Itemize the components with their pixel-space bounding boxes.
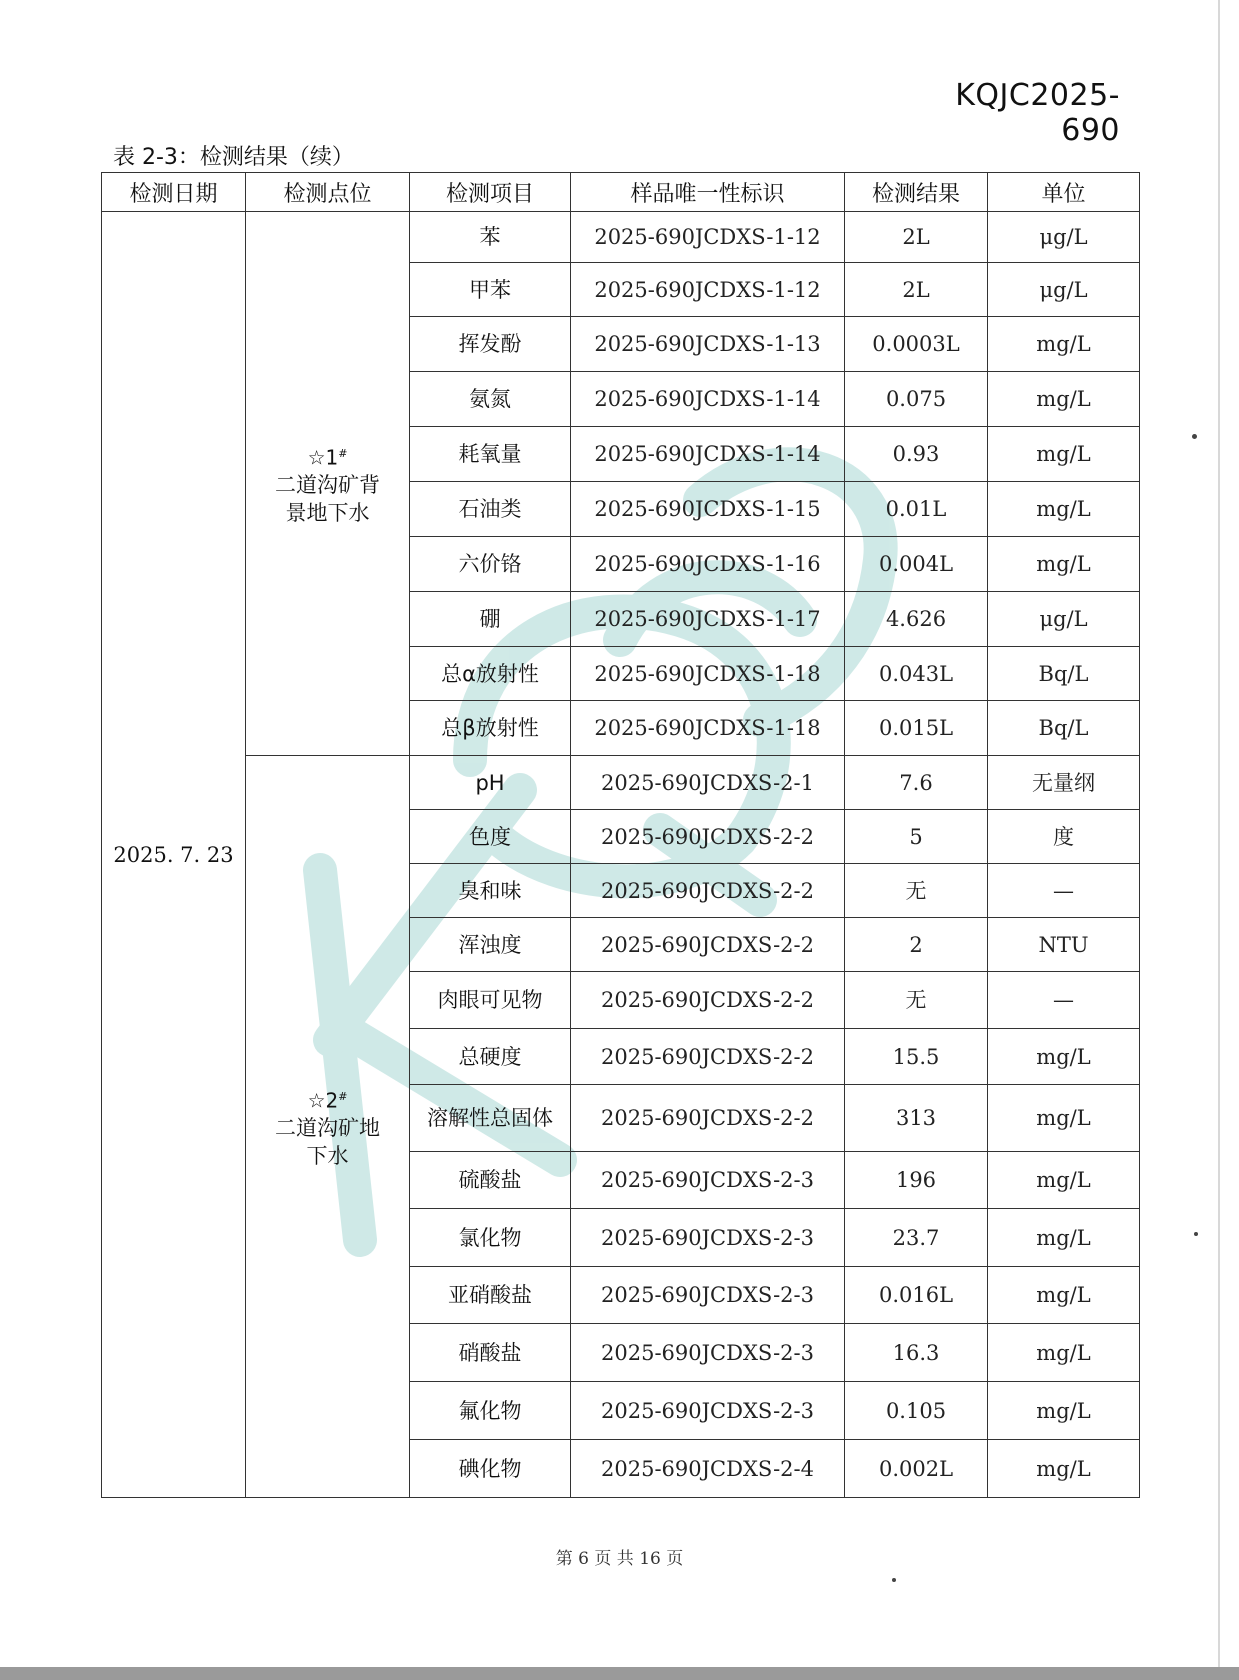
unit-cell: mg/L [988, 1324, 1140, 1382]
unit-cell: mg/L [988, 1209, 1140, 1267]
page-edge [1218, 0, 1220, 1680]
sample-id-cell: 2025-690JCDXS-1-14 [571, 372, 845, 427]
scan-speck [1192, 434, 1197, 439]
unit-cell: mg/L [988, 317, 1140, 372]
result-cell: 2L [845, 263, 988, 317]
sample-id-cell: 2025-690JCDXS-2-2 [571, 864, 845, 918]
result-cell: 2 [845, 918, 988, 972]
sample-id-cell: 2025-690JCDXS-1-16 [571, 537, 845, 592]
site-mark-sup: # [338, 1089, 348, 1103]
sample-id-cell: 2025-690JCDXS-2-3 [571, 1324, 845, 1382]
item-cell: 耗氧量 [410, 427, 571, 482]
scan-speck [1194, 1232, 1198, 1236]
result-cell: 0.01L [845, 482, 988, 537]
sample-id-cell: 2025-690JCDXS-1-13 [571, 317, 845, 372]
site-mark [250, 1083, 405, 1115]
unit-cell: 无量纲 [988, 756, 1140, 810]
item-cell: 硫酸盐 [410, 1152, 571, 1209]
sample-id-cell: 2025-690JCDXS-2-3 [571, 1267, 845, 1324]
detection-site [246, 212, 410, 756]
unit-cell: — [988, 972, 1140, 1029]
result-cell: 0.016L [845, 1267, 988, 1324]
sample-id-cell: 2025-690JCDXS-2-1 [571, 756, 845, 810]
item-cell: 浑浊度 [410, 918, 571, 972]
item-cell: 碘化物 [410, 1440, 571, 1498]
table-caption: 表 2-3：检测结果（续） [113, 145, 354, 170]
item-cell: 挥发酚 [410, 317, 571, 372]
item-cell: 硼 [410, 592, 571, 647]
unit-cell: — [988, 864, 1140, 918]
sample-id-cell: 2025-690JCDXS-1-14 [571, 427, 845, 482]
sample-id-cell: 2025-690JCDXS-2-2 [571, 972, 845, 1029]
result-cell: 7.6 [845, 756, 988, 810]
result-cell: 0.0003L [845, 317, 988, 372]
unit-cell: μg/L [988, 263, 1140, 317]
report-number: KQJC2025-690 [955, 78, 1120, 148]
sample-id-cell: 2025-690JCDXS-2-3 [571, 1382, 845, 1440]
item-cell: 甲苯 [410, 263, 571, 317]
item-cell: 亚硝酸盐 [410, 1267, 571, 1324]
item-cell: 石油类 [410, 482, 571, 537]
unit-cell: mg/L [988, 1382, 1140, 1440]
unit-cell: mg/L [988, 372, 1140, 427]
item-cell: 臭和味 [410, 864, 571, 918]
column-header: 样品唯一性标识 [571, 173, 845, 212]
site-name: 二道沟矿背景地下水 [275, 473, 380, 526]
site-mark-number: ☆2 [307, 1088, 339, 1113]
item-cell: 溶解性总固体 [410, 1085, 571, 1152]
result-cell: 无 [845, 972, 988, 1029]
item-cell: 总α放射性 [410, 647, 571, 701]
unit-cell: mg/L [988, 1267, 1140, 1324]
item-cell: 总硬度 [410, 1029, 571, 1085]
result-cell: 2L [845, 212, 988, 263]
result-cell: 196 [845, 1152, 988, 1209]
unit-cell: NTU [988, 918, 1140, 972]
result-cell: 23.7 [845, 1209, 988, 1267]
item-cell: 氯化物 [410, 1209, 571, 1267]
item-cell: 苯 [410, 212, 571, 263]
result-cell: 0.015L [845, 701, 988, 756]
sample-id-cell: 2025-690JCDXS-2-2 [571, 918, 845, 972]
item-cell: 色度 [410, 810, 571, 864]
site-mark [250, 440, 405, 472]
result-cell: 无 [845, 864, 988, 918]
result-cell: 313 [845, 1085, 988, 1152]
sample-id-cell: 2025-690JCDXS-1-18 [571, 701, 845, 756]
unit-cell: 度 [988, 810, 1140, 864]
table-header-row [102, 173, 1140, 212]
result-cell: 5 [845, 810, 988, 864]
item-cell: 氟化物 [410, 1382, 571, 1440]
result-cell: 15.5 [845, 1029, 988, 1085]
unit-cell: mg/L [988, 1440, 1140, 1498]
result-cell: 4.626 [845, 592, 988, 647]
sample-id-cell: 2025-690JCDXS-2-2 [571, 1085, 845, 1152]
sample-id-cell: 2025-690JCDXS-1-18 [571, 647, 845, 701]
item-cell: pH [410, 756, 571, 810]
detection-date: 2025. 7. 23 [102, 212, 246, 1498]
result-cell: 0.075 [845, 372, 988, 427]
sample-id-cell: 2025-690JCDXS-1-15 [571, 482, 845, 537]
detection-site [246, 756, 410, 1498]
page-footer: 第 6 页 共 16 页 [555, 1549, 684, 1569]
unit-cell: mg/L [988, 1152, 1140, 1209]
column-header: 检测点位 [246, 173, 410, 212]
unit-cell: mg/L [988, 537, 1140, 592]
column-header: 检测日期 [102, 173, 246, 212]
scan-speck [892, 1578, 896, 1582]
results-table [101, 172, 1140, 1498]
column-header: 检测项目 [410, 173, 571, 212]
unit-cell: mg/L [988, 1029, 1140, 1085]
item-cell: 六价铬 [410, 537, 571, 592]
sample-id-cell: 2025-690JCDXS-2-4 [571, 1440, 845, 1498]
sample-id-cell: 2025-690JCDXS-1-12 [571, 212, 845, 263]
sample-id-cell: 2025-690JCDXS-2-2 [571, 810, 845, 864]
site-mark-sup: # [338, 446, 348, 460]
sample-id-cell: 2025-690JCDXS-2-3 [571, 1209, 845, 1267]
result-cell: 16.3 [845, 1324, 988, 1382]
result-cell: 0.002L [845, 1440, 988, 1498]
sample-id-cell: 2025-690JCDXS-1-12 [571, 263, 845, 317]
result-cell: 0.043L [845, 647, 988, 701]
item-cell: 肉眼可见物 [410, 972, 571, 1029]
sample-id-cell: 2025-690JCDXS-2-3 [571, 1152, 845, 1209]
result-cell: 0.93 [845, 427, 988, 482]
unit-cell: mg/L [988, 1085, 1140, 1152]
item-cell: 氨氮 [410, 372, 571, 427]
item-cell: 硝酸盐 [410, 1324, 571, 1382]
unit-cell: mg/L [988, 427, 1140, 482]
scan-bottom-edge [0, 1667, 1239, 1680]
unit-cell: μg/L [988, 212, 1140, 263]
sample-id-cell: 2025-690JCDXS-2-2 [571, 1029, 845, 1085]
column-header: 单位 [988, 173, 1140, 212]
item-cell: 总β放射性 [410, 701, 571, 756]
table-row [102, 212, 1140, 263]
site-mark-number: ☆1 [307, 445, 339, 470]
unit-cell: Bq/L [988, 647, 1140, 701]
table-row [102, 756, 1140, 810]
result-cell: 0.105 [845, 1382, 988, 1440]
sample-id-cell: 2025-690JCDXS-1-17 [571, 592, 845, 647]
unit-cell: mg/L [988, 482, 1140, 537]
result-cell: 0.004L [845, 537, 988, 592]
site-name: 二道沟矿地下水 [275, 1116, 380, 1169]
unit-cell: Bq/L [988, 701, 1140, 756]
unit-cell: μg/L [988, 592, 1140, 647]
column-header: 检测结果 [845, 173, 988, 212]
